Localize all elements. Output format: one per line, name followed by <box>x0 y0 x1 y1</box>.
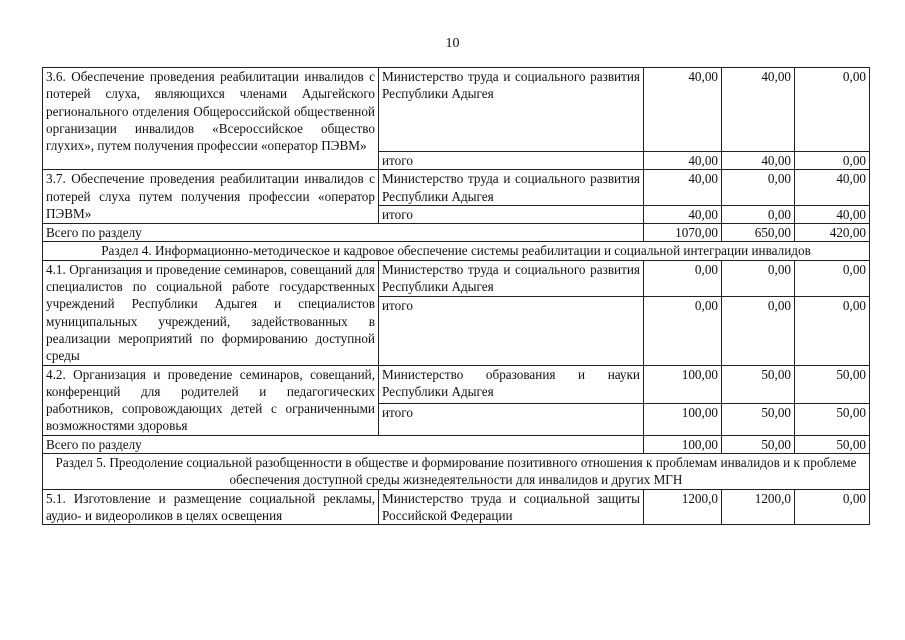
value-cell: 0,00 <box>795 68 870 152</box>
executor-cell: Министерство труда и социальной защиты Российской Федерации <box>379 489 644 525</box>
value-cell: 100,00 <box>644 403 722 435</box>
value-cell: 50,00 <box>795 403 870 435</box>
value-cell: 650,00 <box>722 224 795 242</box>
total-label-cell: итого <box>379 152 644 170</box>
executor-cell: Министерство образования и науки Республики Адыгея <box>379 365 644 403</box>
value-cell: 100,00 <box>644 435 722 453</box>
section-header-row <box>43 242 870 260</box>
section-header: Раздел 4. Информационно-методическое и кадровое обеспечение системы реабилитации и социальной интеграции инвалидов <box>43 242 870 260</box>
value-cell: 50,00 <box>795 435 870 453</box>
value-cell: 1200,0 <box>722 489 795 525</box>
section-total-label: Всего по разделу <box>43 435 644 453</box>
value-cell: 0,00 <box>644 260 722 297</box>
total-label-cell: итого <box>379 297 644 365</box>
table-row <box>43 365 870 403</box>
executor-cell: Министерство труда и социального развития Республики Адыгея <box>379 68 644 152</box>
value-cell: 40,00 <box>644 170 722 206</box>
value-cell: 40,00 <box>644 68 722 152</box>
executor-cell: Министерство труда и социального развития Республики Адыгея <box>379 170 644 206</box>
table-row <box>43 68 870 152</box>
section-total-row <box>43 224 870 242</box>
total-label-cell: итого <box>379 403 644 435</box>
value-cell: 0,00 <box>722 297 795 365</box>
page-number: 10 <box>445 36 460 51</box>
value-cell: 1070,00 <box>644 224 722 242</box>
table-row <box>43 170 870 206</box>
value-cell: 420,00 <box>795 224 870 242</box>
value-cell: 40,00 <box>644 205 722 223</box>
activity-name-cell: 3.7. Обеспечение проведения реабилитации инвалидов с потерей слуха путем получения профессии «оператор ПЭВМ» <box>43 170 379 224</box>
activity-name-cell: 3.6. Обеспечение проведения реабилитации инвалидов с потерей слуха, являющихся членами Адыгейского регионального отделения Общероссийской общественной организации инвалидов «Всероссийское общество глухих», путем получения профессии «оператор ПЭВМ» <box>43 68 379 170</box>
value-cell: 0,00 <box>722 170 795 206</box>
value-cell: 50,00 <box>795 365 870 403</box>
activity-name-cell: 4.2. Организация и проведение семинаров, совещаний, конференций для родителей и педагогических работников, сопровождающих детей с ограниченными возможностями здоровья <box>43 365 379 435</box>
value-cell: 40,00 <box>795 170 870 206</box>
value-cell: 50,00 <box>722 435 795 453</box>
value-cell: 1200,0 <box>644 489 722 525</box>
executor-cell: Министерство труда и социального развития Республики Адыгея <box>379 260 644 297</box>
value-cell: 0,00 <box>722 205 795 223</box>
activity-name-cell: 4.1. Организация и проведение семинаров, совещаний для специалистов по социальной работе государственных учреждений Республики Адыгея и специалистов муниципальных учреждений, задействованных в реализации мероприятий по формированию доступной среды <box>43 260 379 365</box>
activity-name-cell: 5.1. Изготовление и размещение социальной рекламы, аудио- и видеороликов в целях освещения <box>43 489 379 525</box>
value-cell: 100,00 <box>644 365 722 403</box>
section-total-row <box>43 435 870 453</box>
value-cell: 0,00 <box>795 260 870 297</box>
value-cell: 40,00 <box>644 152 722 170</box>
table-row <box>43 489 870 525</box>
value-cell: 0,00 <box>644 297 722 365</box>
value-cell: 0,00 <box>795 489 870 525</box>
section-total-label: Всего по разделу <box>43 224 644 242</box>
section-header: Раздел 5. Преодоление социальной разобщенности в обществе и формирование позитивного отношения к проблемам инвалидов и к проблеме обеспечения доступной среды жизнедеятельности для инвалидов и других МГН <box>43 454 870 490</box>
value-cell: 40,00 <box>795 205 870 223</box>
table-row <box>43 260 870 297</box>
value-cell: 0,00 <box>795 297 870 365</box>
total-label-cell: итого <box>379 205 644 223</box>
value-cell: 50,00 <box>722 365 795 403</box>
value-cell: 50,00 <box>722 403 795 435</box>
value-cell: 0,00 <box>795 152 870 170</box>
value-cell: 0,00 <box>722 260 795 297</box>
program-activities-table <box>42 67 870 525</box>
section-header-row <box>43 454 870 490</box>
value-cell: 40,00 <box>722 68 795 152</box>
value-cell: 40,00 <box>722 152 795 170</box>
